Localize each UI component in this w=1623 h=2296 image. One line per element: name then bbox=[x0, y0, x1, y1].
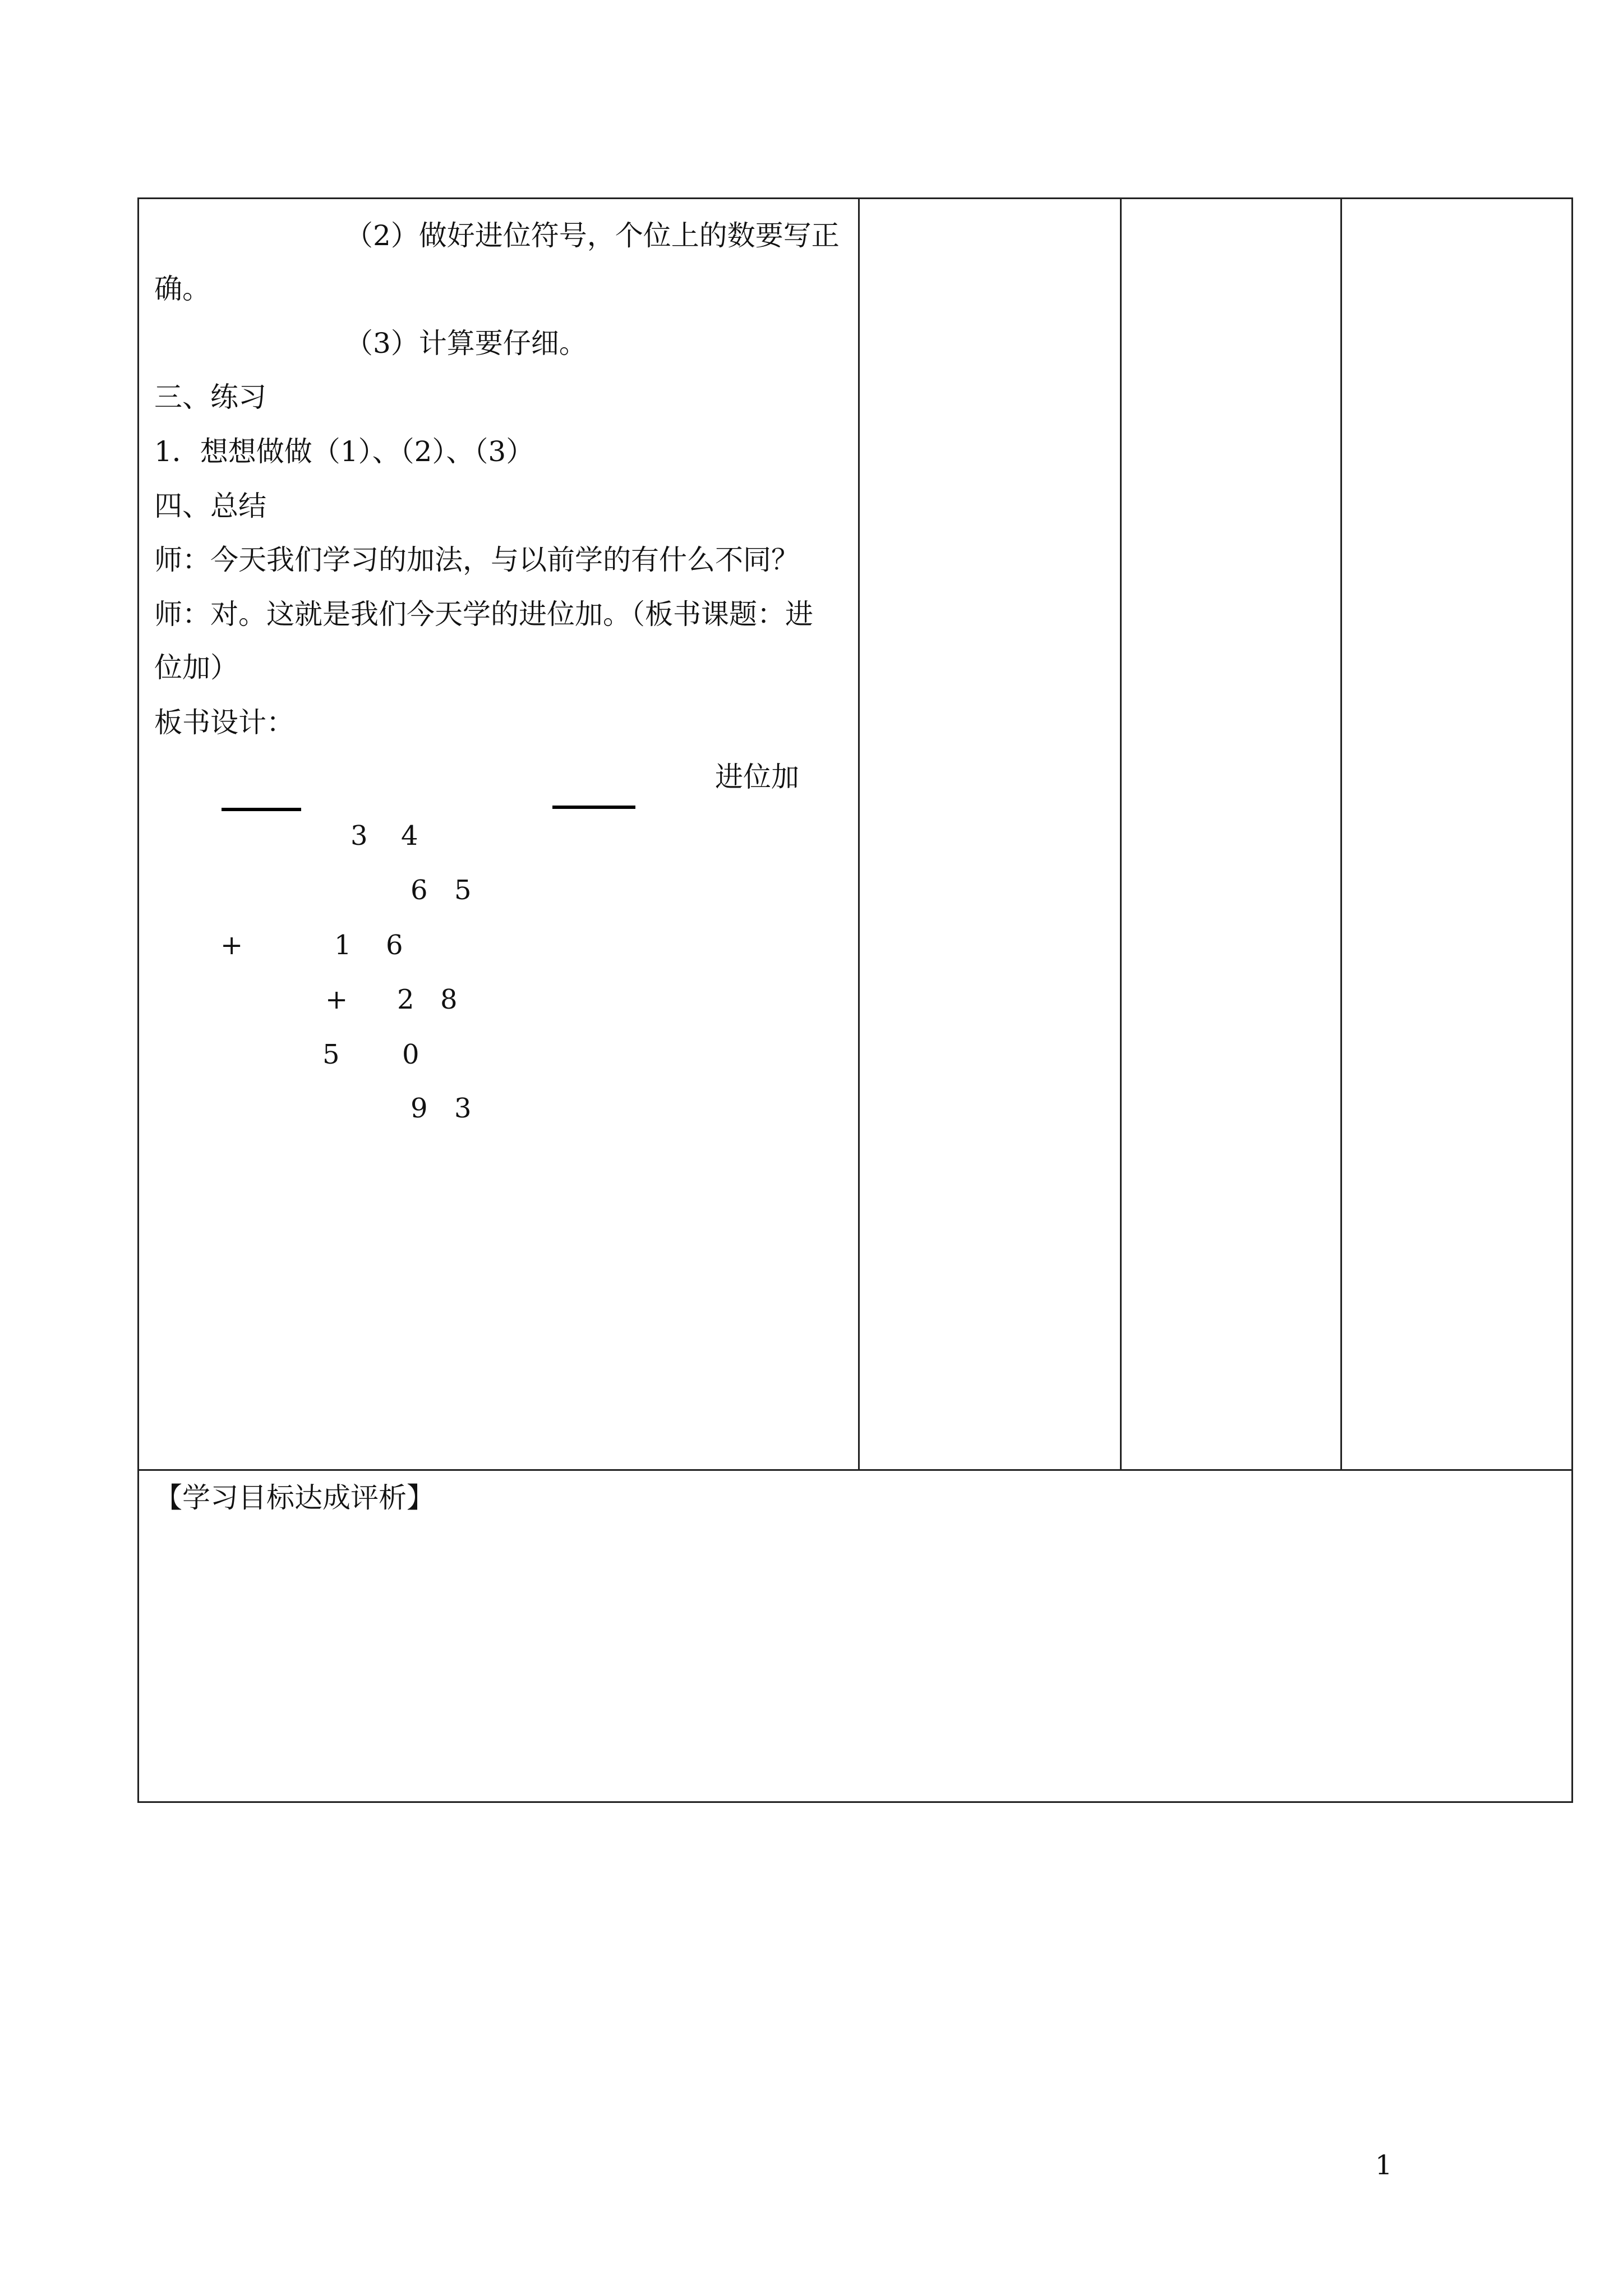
addend-digit: 6 bbox=[386, 930, 403, 961]
board-title: 进位加 bbox=[715, 761, 799, 793]
column-divider bbox=[1340, 197, 1342, 1471]
lesson-line: （3）计算要仔细。 bbox=[345, 327, 587, 360]
lesson-line: （2）做好进位符号，个位上的数要写正 bbox=[345, 219, 840, 252]
lesson-line: 师：今天我们学习的加法，与以前学的有什么不同？ bbox=[154, 544, 799, 576]
addend-digit: 8 bbox=[440, 984, 458, 1015]
evaluation-heading: 【学习目标达成评析】 bbox=[154, 1481, 435, 1514]
page-number: 1 bbox=[1375, 2150, 1393, 2181]
section-heading: 四、总结 bbox=[154, 490, 266, 522]
addend-digit: 1 bbox=[334, 930, 352, 961]
sum-digit: 9 bbox=[411, 1093, 428, 1124]
board-design-label: 板书设计： bbox=[154, 706, 294, 739]
board-underline bbox=[222, 808, 301, 811]
plus-sign: + bbox=[220, 930, 243, 961]
column-divider bbox=[1120, 197, 1122, 1471]
plus-sign: + bbox=[325, 984, 348, 1015]
column-divider bbox=[858, 197, 860, 1471]
sum-digit: 5 bbox=[322, 1039, 340, 1070]
evaluation-box bbox=[137, 1469, 1573, 1803]
section-heading: 三、练习 bbox=[154, 381, 266, 413]
lesson-line: 1．想想做做（1）、（2）、（3） bbox=[154, 435, 534, 468]
addend-digit: 2 bbox=[397, 984, 414, 1015]
board-underline bbox=[552, 806, 635, 809]
sum-digit: 3 bbox=[454, 1093, 472, 1124]
lesson-line: 师：对。这就是我们今天学的进位加。（板书课题：进 bbox=[154, 598, 813, 631]
addend-digit: 5 bbox=[454, 875, 472, 906]
lesson-line: 位加） bbox=[154, 651, 238, 684]
addend-digit: 4 bbox=[401, 820, 418, 852]
addend-digit: 6 bbox=[411, 875, 428, 906]
sum-digit: 0 bbox=[402, 1039, 419, 1070]
addend-digit: 3 bbox=[351, 820, 368, 852]
lesson-line: 确。 bbox=[154, 273, 210, 305]
